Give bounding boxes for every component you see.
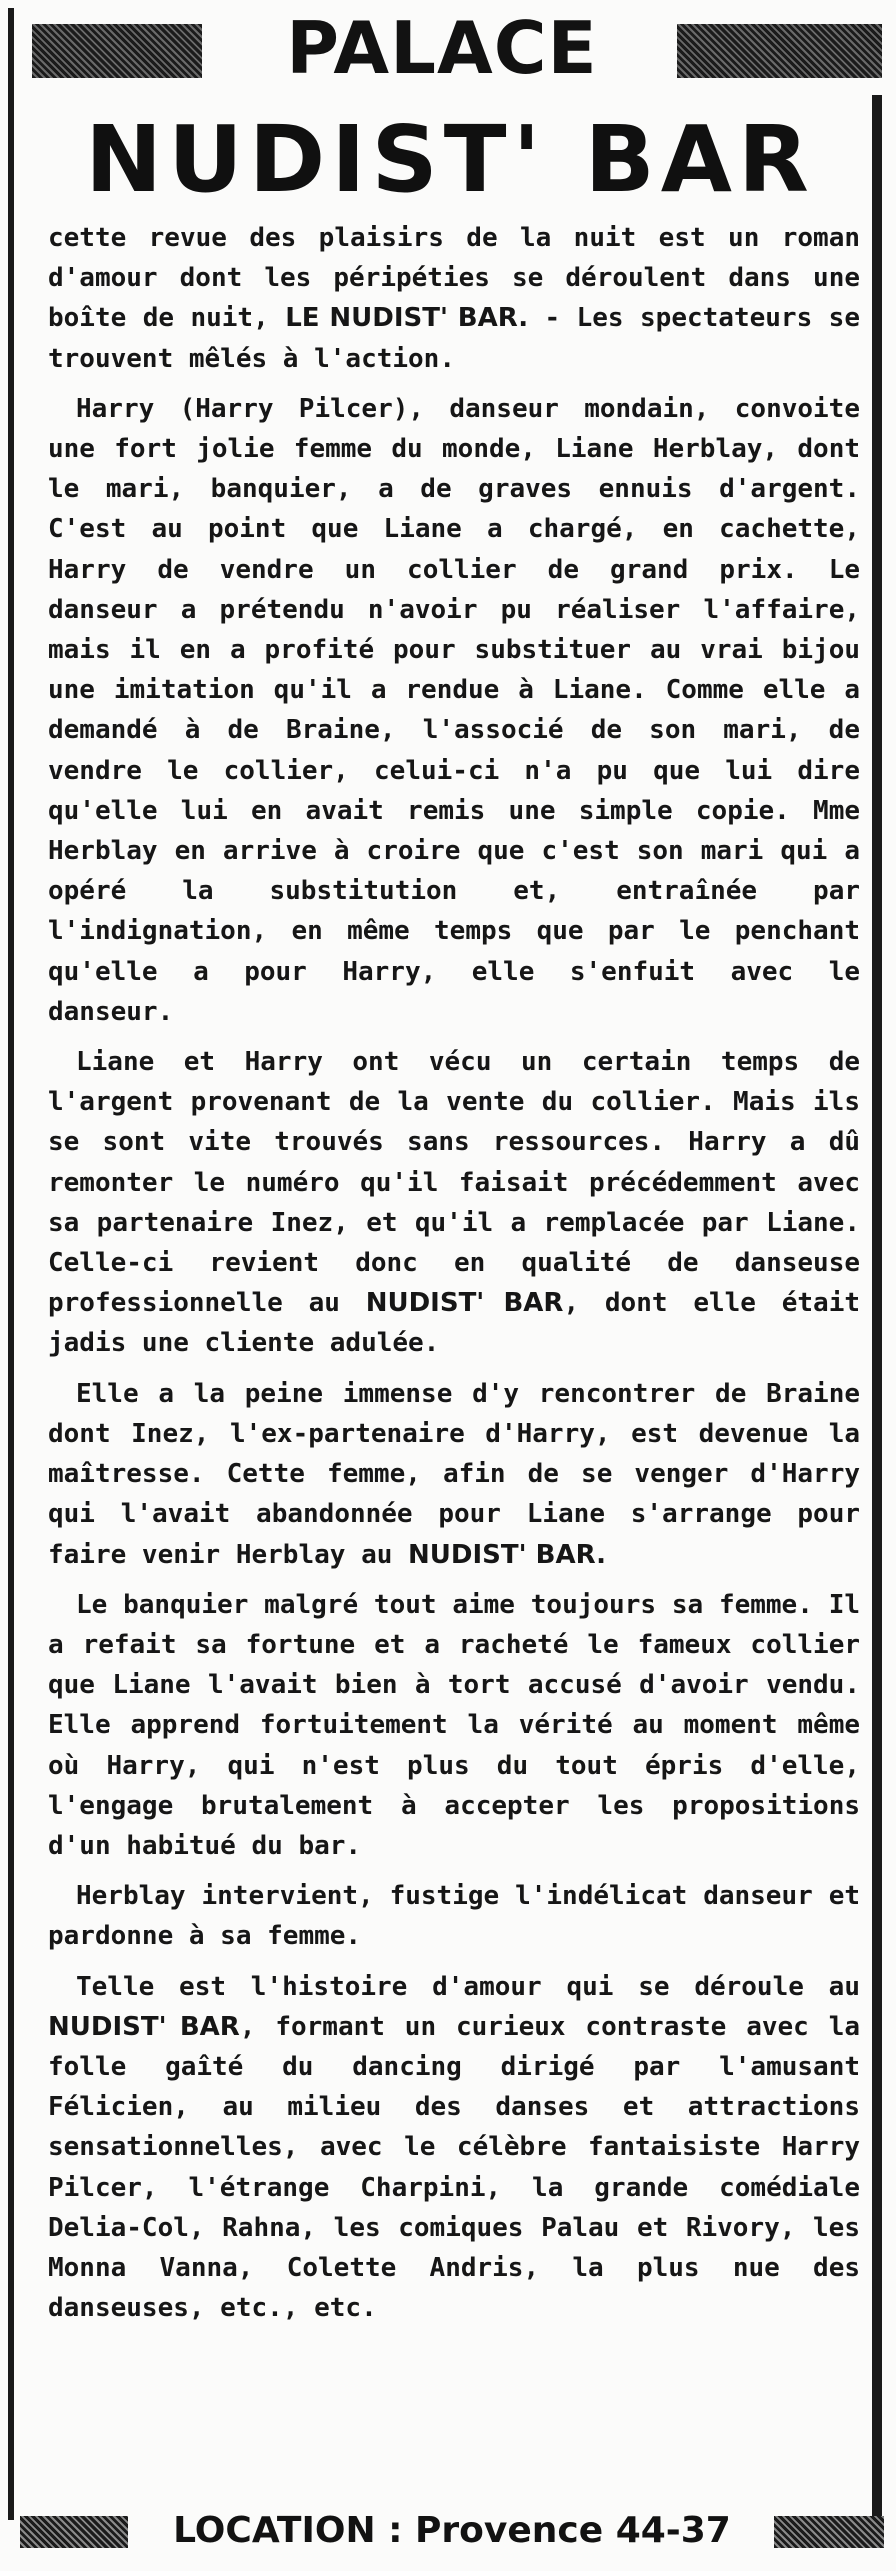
hatch-ornament-right — [677, 24, 882, 78]
footer-hatch-left — [20, 2516, 128, 2548]
paragraph-text: , dont elle était jadis une cliente adulée. — [48, 1288, 860, 1359]
location-line: LOCATION : Provence 44-37 — [173, 2510, 731, 2551]
article-paragraph — [48, 1967, 860, 2329]
paragraph-text: , formant un curieux contraste avec la folle gaîté du dancing dirigé par l'amusant Félicien, au milieu des danses et attractions sensationnelles, avec le célèbre fantaisiste Harry Pilcer, l'étrange Charpini, la grande comédiale Delia-Col, Rahna, les comiques Palau et Rivory, les Monna Vanna, Colette Andris, la plus nue des danseuses, etc., etc. — [48, 2011, 861, 2324]
article-paragraph — [48, 1585, 860, 1866]
venue-title: PALACE — [286, 6, 598, 90]
footer-hatch-right — [774, 2516, 884, 2548]
hatch-ornament-left — [32, 24, 202, 78]
paragraph-text: Elle a la peine immense d'y rencontrer de Braine dont Inez, l'ex-partenaire d'Harry, est devenue la maîtresse. Cette femme, afin de se venger d'Harry qui l'avait abandonnée pour Liane s'arrange pour faire venir Herblay au — [48, 1378, 860, 1570]
venue-name-emphasis: NUDIST' BAR. — [408, 1539, 606, 1570]
paragraph-text: Le banquier malgré tout aime toujours sa femme. Il a refait sa fortune et a racheté le fameux collier que Liane l'avait bien à tort accusé d'avoir vendu. Elle apprend fortuitement la vérité au moment même où Harry, qui n'est plus du tout épris d'elle, l'engage brutalement à accepter les propositions d'un habitué du bar. — [48, 1589, 860, 1861]
venue-name-emphasis: LE NUDIST' BAR. — [285, 303, 529, 334]
paragraph-text: cette revue des plaisirs de la nuit est un roman d'amour dont les péripéties se déroulent dans une boîte de nuit, — [48, 223, 860, 334]
paragraph-text: Liane et Harry ont vécu un certain temps de l'argent provenant de la vente du collier. Mais ils se sont vite trouvés sans ressources. Harry a dû remonter le numéro qu'il faisait précédemment avec sa partenaire Inez, et qu'il a remplacée par Liane. Celle-ci revient donc en qualité de danseuse professionnelle au — [48, 1047, 860, 1319]
article-paragraph — [48, 1374, 860, 1575]
venue-name-emphasis: NUDIST' BAR — [365, 1288, 564, 1319]
footer-banner — [12, 2502, 880, 2560]
paragraph-text: Telle est l'histoire d'amour qui se déroule au — [76, 1971, 860, 2002]
paragraph-text: Harry (Harry Pilcer), danseur mondain, convoite une fort jolie femme du monde, Liane Herblay, dont le mari, banquier, a de graves ennuis d'argent. C'est au point que Liane a chargé, en cachette, Harry de vendre un collier de grand prix. Le danseur a prétendu n'avoir pu réaliser l'affaire, mais il en a profité pour substituer au vrai bijou une imitation qu'il a rendue à Liane. Comme elle a demandé à de Braine, l'associé de son mari, de vendre le collier, celui-ci n'a pu que lui dire qu'elle lui en avait remis une simple copie. Mme Herblay en arrive à croire que c'est son mari qui a opéré la substitution et, entraînée par l'indignation, en même temps que par le penchant qu'elle a pour Harry, elle s'enfuit avec le danseur. — [48, 393, 860, 1027]
show-title: NUDIST' BAR — [85, 106, 815, 213]
article-paragraph — [48, 1876, 860, 1956]
left-border-rule — [8, 8, 14, 2520]
article-paragraph — [48, 389, 860, 1032]
venue-name-emphasis: NUDIST' BAR — [48, 2011, 240, 2042]
right-border-rule — [872, 95, 882, 2520]
article-paragraph — [48, 218, 860, 379]
header-banner — [12, 6, 880, 90]
paragraph-text: Herblay intervient, fustige l'indélicat danseur et pardonne à sa femme. — [48, 1881, 860, 1952]
paragraph-text: - Les spectateurs se trouvent mêlés à l'action. — [48, 303, 860, 374]
article-body — [48, 218, 860, 2328]
article-paragraph — [48, 1042, 860, 1364]
